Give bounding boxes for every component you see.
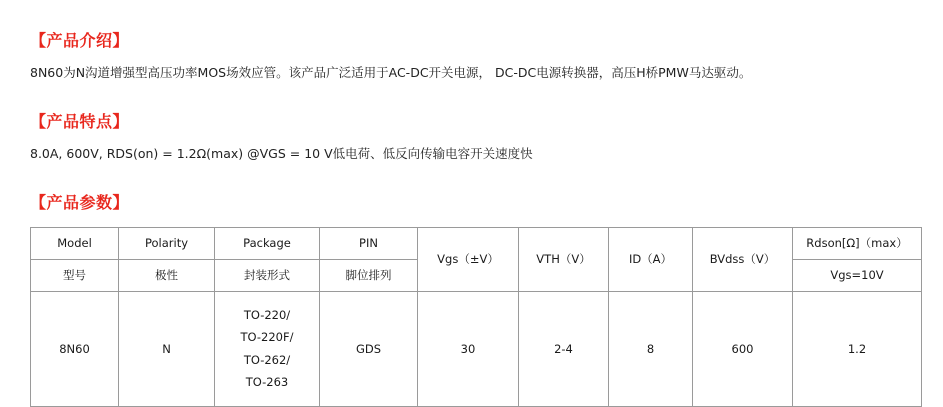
header-model-en: Model (31, 227, 119, 259)
header-package-cn: 封装形式 (215, 259, 320, 291)
header-polarity-cn: 极性 (119, 259, 215, 291)
header-rdson: Rdson[Ω]（max） (793, 227, 922, 259)
product-features-text: 8.0A, 600V, RDS(on) = 1.2Ω(max) @VGS = 10 V低电荷、低反向传输电容开关速度快 (30, 145, 533, 161)
header-polarity-en: Polarity (119, 227, 215, 259)
spec-table (30, 227, 922, 407)
cell-package (215, 291, 320, 406)
cell-bvdss: 600 (693, 291, 793, 406)
cell-model: 8N60 (31, 291, 119, 406)
header-pin-en: PIN (320, 227, 418, 259)
product-intro-heading: 【产品介绍】 (30, 31, 130, 50)
cell-polarity: N (119, 291, 215, 406)
cell-rdson: 1.2 (793, 291, 922, 406)
spec-table-wrapper (30, 227, 921, 407)
header-rdson-condition: Vgs=10V (793, 259, 922, 291)
header-pin-cn: 脚位排列 (320, 259, 418, 291)
header-bvdss: BVdss（V） (693, 227, 793, 291)
package-line-3: TO-262/ (243, 352, 291, 367)
header-package-en: Package (215, 227, 320, 259)
header-id: ID（A） (609, 227, 693, 291)
package-line-2: TO-220F/ (240, 330, 294, 345)
header-vgs: Vgs（±V） (418, 227, 519, 291)
table-header-row-en (31, 227, 922, 259)
package-line-1: TO-220/ (243, 307, 291, 322)
product-parameters-heading: 【产品参数】 (30, 192, 130, 212)
package-line-4: TO-263 (245, 374, 289, 389)
header-model-cn: 型号 (31, 259, 119, 291)
cell-vth: 2-4 (519, 291, 609, 406)
cell-id: 8 (609, 291, 693, 406)
cell-pin: GDS (320, 291, 418, 406)
table-row (31, 291, 922, 406)
header-vth: VTH（V） (519, 227, 609, 291)
cell-vgs: 30 (418, 291, 519, 406)
product-features-heading: 【产品特点】 (30, 111, 130, 131)
product-intro-text: 8N60为N沟道增强型高压功率MOS场效应管。该产品广泛适用于AC-DC开关电源， DC-DC电源转换器，高压H桥PMW马达驱动。 (30, 65, 752, 80)
